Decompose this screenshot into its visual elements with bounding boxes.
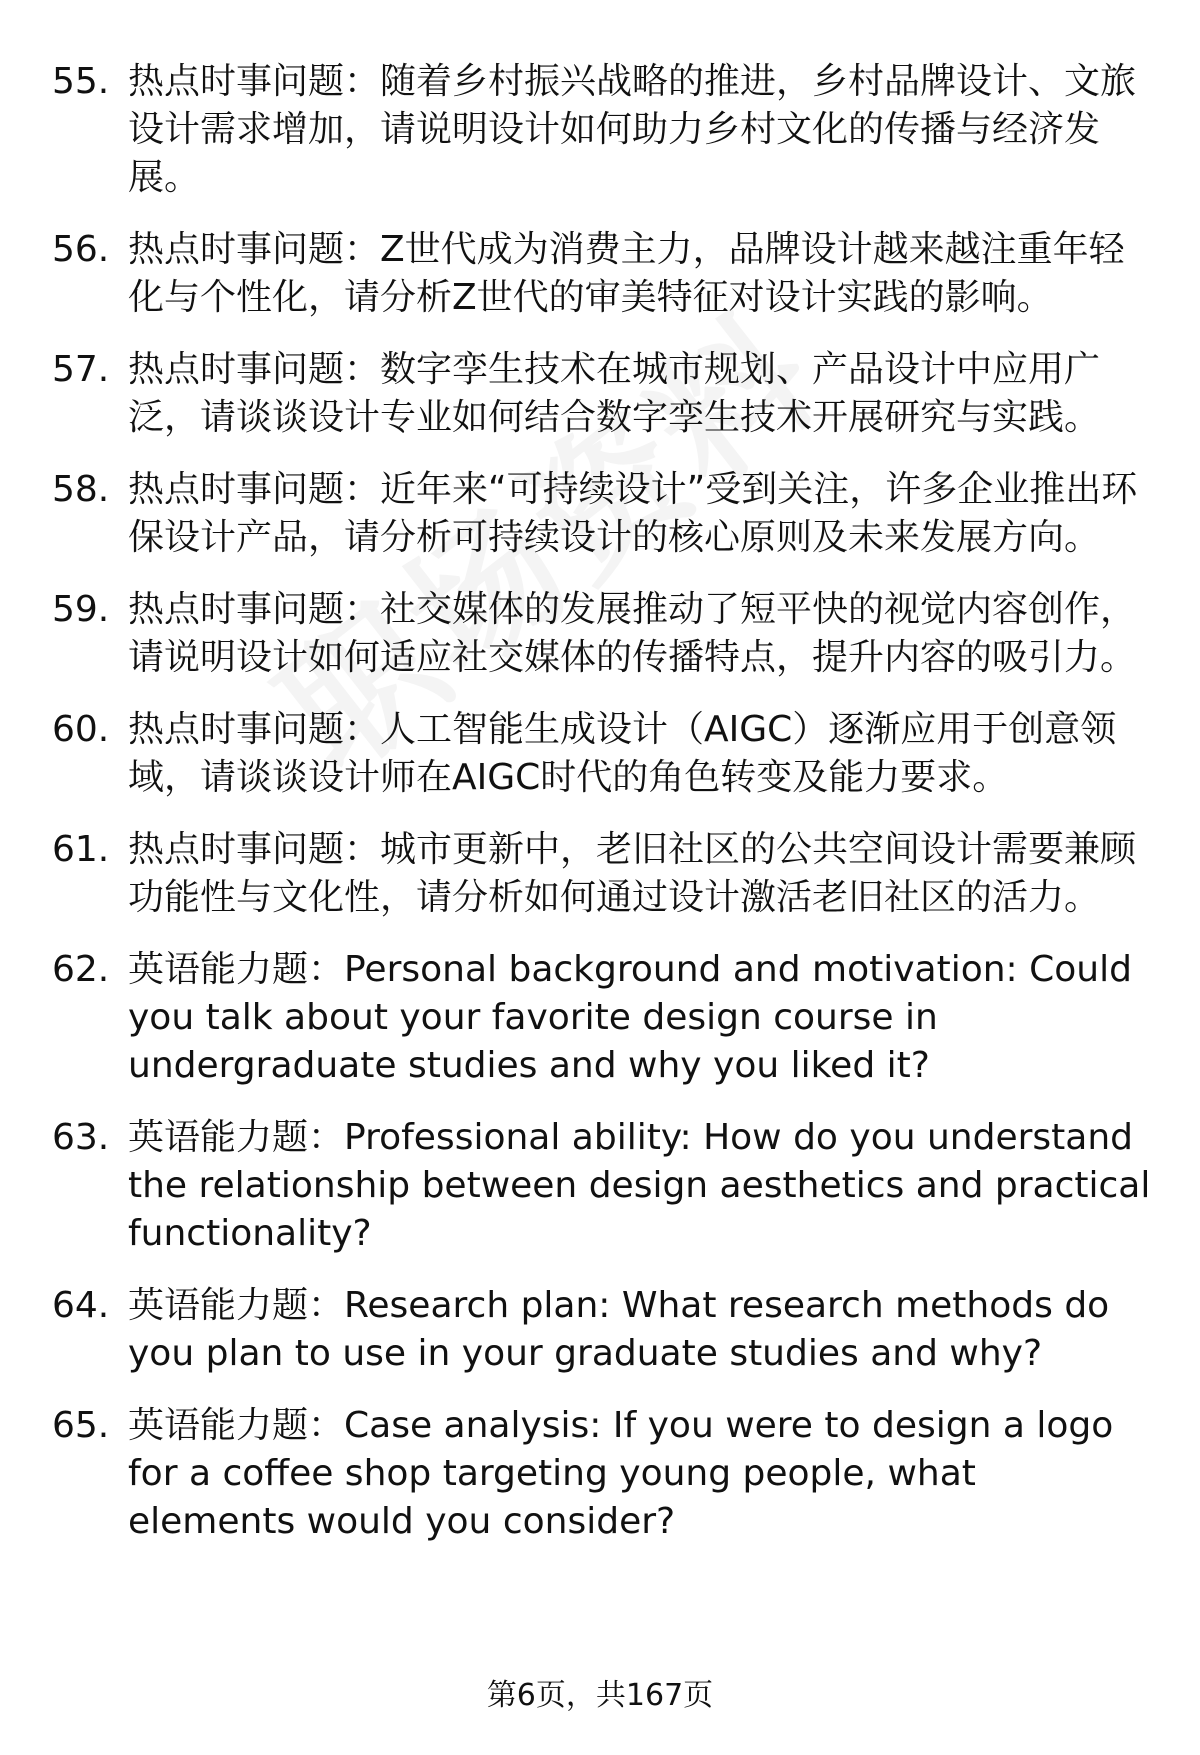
question-item-58 <box>52 466 1152 562</box>
question-text: 热点时事问题：Z世代成为消费主力，品牌设计越来越注重年轻化与个性化，请分析Z世代的审美特征对设计实践的影响。 <box>128 229 1125 318</box>
question-number: 62. <box>52 949 110 990</box>
question-text: 热点时事问题：城市更新中，老旧社区的公共空间设计需要兼顾功能性与文化性，请分析如何通过设计激活老旧社区的活力。 <box>128 829 1137 918</box>
question-text: 热点时事问题：人工智能生成设计（AIGC）逐渐应用于创意领域，请谈谈设计师在AIGC时代的角色转变及能力要求。 <box>128 709 1117 798</box>
question-item-57 <box>52 346 1152 442</box>
question-number: 60. <box>52 709 110 750</box>
question-number: 64. <box>52 1285 110 1326</box>
question-number: 56. <box>52 229 110 270</box>
question-item-65 <box>52 1402 1152 1546</box>
question-text: 热点时事问题：社交媒体的发展推动了短平快的视觉内容创作，请说明设计如何适应社交媒体的传播特点，提升内容的吸引力。 <box>128 589 1137 678</box>
question-number: 63. <box>52 1117 110 1158</box>
question-text: 英语能力题：Research plan: What research methods do you plan to use in your graduate studies and why? <box>128 1285 1110 1374</box>
question-text: 热点时事问题：近年来“可持续设计”受到关注，许多企业推出环保设计产品，请分析可持续设计的核心原则及未来发展方向。 <box>128 469 1138 558</box>
question-number: 65. <box>52 1405 110 1446</box>
question-text: 英语能力题：Professional ability: How do you understand the relationship between design aesthetics and practical functionality? <box>128 1117 1151 1254</box>
question-text: 热点时事问题：数字孪生技术在城市规划、产品设计中应用广泛，请谈谈设计专业如何结合数字孪生技术开展研究与实践。 <box>128 349 1101 438</box>
question-number: 58. <box>52 469 110 510</box>
question-list <box>52 58 1152 1570</box>
question-item-62 <box>52 946 1152 1090</box>
question-item-63 <box>52 1114 1152 1258</box>
question-item-56 <box>52 226 1152 322</box>
question-number: 61. <box>52 829 110 870</box>
question-item-55 <box>52 58 1152 202</box>
page-footer: 第6页，共167页 <box>486 1678 714 1713</box>
question-text: 英语能力题：Case analysis: If you were to design a logo for a coffee shop targeting young people, what elements would you consider? <box>128 1405 1114 1542</box>
question-number: 57. <box>52 349 110 390</box>
question-item-61 <box>52 826 1152 922</box>
question-text: 热点时事问题：随着乡村振兴战略的推进，乡村品牌设计、文旅设计需求增加，请说明设计如何助力乡村文化的传播与经济发展。 <box>128 61 1137 198</box>
question-number: 59. <box>52 589 110 630</box>
question-item-64 <box>52 1282 1152 1378</box>
question-text: 英语能力题：Personal background and motivation: Could you talk about your favorite design course in undergraduate studies and why you liked it? <box>128 949 1132 1086</box>
question-item-60 <box>52 706 1152 802</box>
question-item-59 <box>52 586 1152 682</box>
question-number: 55. <box>52 61 110 102</box>
